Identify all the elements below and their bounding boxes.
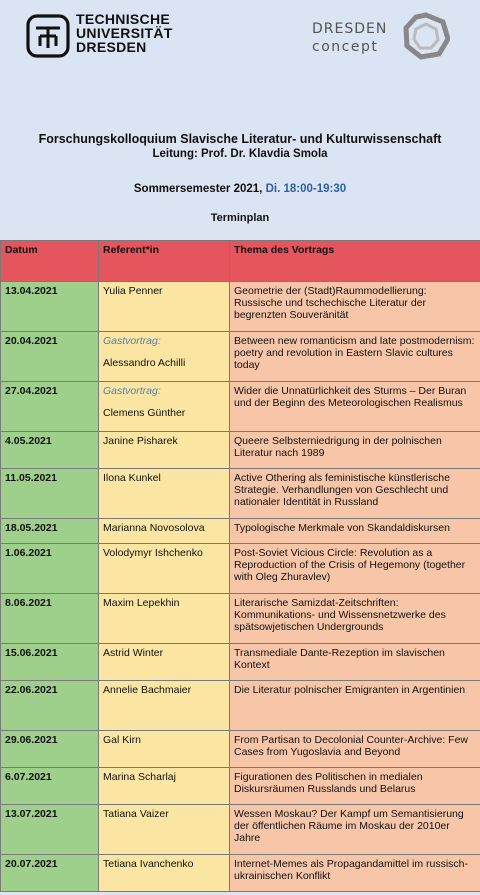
speaker-name: Volodymyr Ishchenko xyxy=(103,547,203,559)
table-body xyxy=(1,282,480,892)
speaker-name: Tatiana Vaizer xyxy=(103,808,169,820)
tud-emblem-icon xyxy=(26,14,70,58)
date-cell: 6.07.2021 xyxy=(1,768,99,805)
speaker-name: Marianna Novosolova xyxy=(103,522,205,534)
table-row xyxy=(1,332,480,382)
topic-cell: Typologische Merkmale von Skandaldiskursen xyxy=(230,519,480,544)
date-cell: 8.06.2021 xyxy=(1,594,99,644)
speaker-cell xyxy=(99,282,230,332)
dresden-concept-wordmark: DRESDEN concept xyxy=(312,21,388,55)
date-cell: 15.06.2021 xyxy=(1,644,99,681)
tud-wordmark: TECHNISCHE UNIVERSITÄT DRESDEN xyxy=(76,11,173,55)
session-time: Di. 18:00-19:30 xyxy=(265,183,347,195)
speaker-name: Clemens Günther xyxy=(103,407,186,419)
date-cell: 20.04.2021 xyxy=(1,332,99,382)
date-cell: 27.04.2021 xyxy=(1,382,99,432)
speaker-cell xyxy=(99,768,230,805)
speaker-name: Ilona Kunkel xyxy=(103,472,161,484)
guest-label: Gastvortrag: xyxy=(103,385,161,397)
date-cell: 13.04.2021 xyxy=(1,282,99,332)
speaker-name: Tetiana Ivanchenko xyxy=(103,858,194,870)
speaker-cell xyxy=(99,644,230,681)
topic-cell: Internet-Memes als Propagandamittel im russisch-ukrainischen Konflikt xyxy=(230,855,480,892)
semester: Sommersemester 2021, xyxy=(133,183,266,195)
dresden-concept-logo xyxy=(312,12,472,62)
speaker-cell xyxy=(99,432,230,469)
speaker-name: Annelie Bachmaier xyxy=(103,684,192,696)
dresden-concept-emblem-icon xyxy=(402,12,450,60)
speaker-cell xyxy=(99,382,230,432)
speaker-name: Astrid Winter xyxy=(103,647,164,659)
speaker-name: Alessandro Achilli xyxy=(103,357,186,369)
speaker-name: Yulia Penner xyxy=(103,285,163,297)
date-cell: 18.05.2021 xyxy=(1,519,99,544)
topic-cell: Queere Selbsterniedrigung in der polnischen Literatur nach 1989 xyxy=(230,432,480,469)
topic-cell: Transmediale Dante-Rezeption im slavischen Kontext xyxy=(230,644,480,681)
table-row xyxy=(1,805,480,855)
topic-cell: Post-Soviet Vicious Circle: Revolution as a Reproduction of the Crisis of Hegemony (together with Oleg Zhuravlev) xyxy=(230,544,480,594)
table-row xyxy=(1,681,480,731)
speaker-name: Janine Pisharek xyxy=(103,435,178,447)
speaker-name: Maxim Lepekhin xyxy=(103,597,180,609)
table-row xyxy=(1,432,480,469)
date-cell: 20.07.2021 xyxy=(1,855,99,892)
table-row xyxy=(1,768,480,805)
speaker-cell xyxy=(99,805,230,855)
speaker-cell xyxy=(99,332,230,382)
table-row xyxy=(1,544,480,594)
topic-cell: Die Literatur polnischer Emigranten in Argentinien xyxy=(230,681,480,731)
header-speaker: Referent*in xyxy=(99,241,230,282)
topic-cell: Figurationen des Politischen in medialen Diskursräumen Russlands und Belarus xyxy=(230,768,480,805)
table-row xyxy=(1,282,480,332)
leitung: Leitung: Prof. Dr. Klavdia Smola xyxy=(152,148,328,160)
topic-cell: Wider die Unnatürlichkeit des Sturms – Der Buran und der Beginn des Meteorologischen Realismus xyxy=(230,382,480,432)
table-header-row xyxy=(1,241,480,282)
speaker-name: Gal Kirn xyxy=(103,734,141,746)
speaker-cell xyxy=(99,855,230,892)
speaker-cell xyxy=(99,681,230,731)
speaker-cell xyxy=(99,544,230,594)
tu-dresden-logo xyxy=(26,12,186,58)
table-row xyxy=(1,382,480,432)
date-cell: 1.06.2021 xyxy=(1,544,99,594)
table-row xyxy=(1,594,480,644)
topic-cell: Active Othering als feministische künstlerische Strategie. Verhandlungen von Geschlecht und nationaler Identität in Russland xyxy=(230,469,480,519)
speaker-cell xyxy=(99,731,230,768)
table-row xyxy=(1,731,480,768)
topic-cell: Wessen Moskau? Der Kampf um Semantisierung der öffentlichen Räume im Moskau der 2010er Jahre xyxy=(230,805,480,855)
topic-cell: Between new romanticism and late postmodernism: poetry and revolution in Eastern Slavic cultures today xyxy=(230,332,480,382)
title-block xyxy=(0,132,480,225)
table-row xyxy=(1,855,480,892)
table-row xyxy=(1,469,480,519)
plan-heading: Terminplan xyxy=(210,212,270,224)
schedule-table xyxy=(0,240,480,892)
header xyxy=(0,0,480,240)
topic-cell: From Partisan to Decolonial Counter-Archive: Few Cases from Yugoslavia and Beyond xyxy=(230,731,480,768)
guest-label: Gastvortrag: xyxy=(103,335,161,347)
page-title: Forschungskolloquium Slavische Literatur- und Kulturwissenschaft xyxy=(38,132,442,146)
header-topic: Thema des Vortrags xyxy=(230,241,480,282)
table-row xyxy=(1,644,480,681)
speaker-cell xyxy=(99,594,230,644)
topic-cell: Literarische Samizdat-Zeitschriften: Kommunikations- und Wissensnetzwerke des spätsowjetischen Undergrounds xyxy=(230,594,480,644)
date-cell: 13.07.2021 xyxy=(1,805,99,855)
header-date: Datum xyxy=(1,241,99,282)
date-cell: 22.06.2021 xyxy=(1,681,99,731)
date-cell: 4.05.2021 xyxy=(1,432,99,469)
speaker-cell xyxy=(99,519,230,544)
table-row xyxy=(1,519,480,544)
topic-cell: Geometrie der (Stadt)Raummodellierung: Russische und tschechische Literatur der begrenzten Souveränität xyxy=(230,282,480,332)
speaker-cell xyxy=(99,469,230,519)
semester-line xyxy=(0,182,480,197)
date-cell: 29.06.2021 xyxy=(1,731,99,768)
date-cell: 11.05.2021 xyxy=(1,469,99,519)
speaker-name: Marina Scharlaj xyxy=(103,771,176,783)
